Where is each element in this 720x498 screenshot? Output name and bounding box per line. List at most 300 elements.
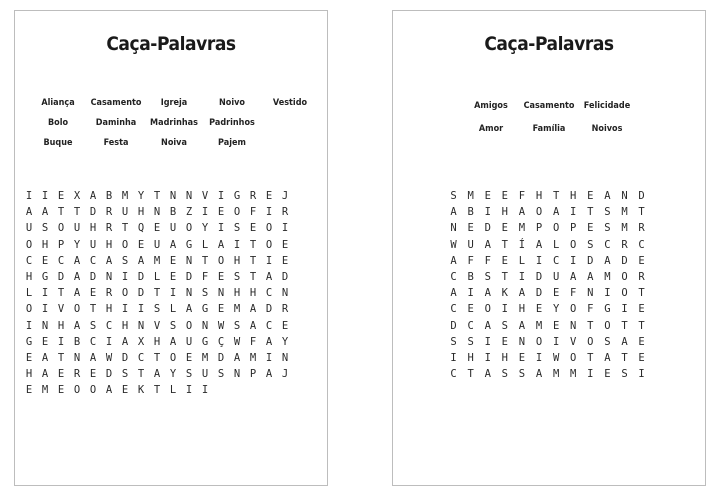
grid-letter: M bbox=[41, 384, 49, 397]
grid-letter: E bbox=[25, 351, 33, 364]
grid-letter: T bbox=[137, 368, 145, 381]
grid-letter: C bbox=[57, 254, 65, 267]
grid-letter: I bbox=[587, 368, 594, 381]
grid-letter: U bbox=[121, 206, 129, 219]
grid-letter: A bbox=[137, 254, 145, 267]
grid-letter: A bbox=[249, 319, 257, 332]
grid-letter: C bbox=[25, 254, 33, 267]
grid-letter: S bbox=[604, 222, 611, 235]
grid-letter: M bbox=[621, 206, 628, 219]
grid-letter: A bbox=[450, 287, 457, 300]
grid-letter: C bbox=[450, 368, 457, 381]
grid-letter: A bbox=[185, 303, 193, 316]
grid-letter: S bbox=[587, 238, 594, 251]
grid-letter: A bbox=[621, 335, 628, 348]
grid-letter: T bbox=[73, 206, 81, 219]
grid-letter: W bbox=[217, 319, 225, 332]
grid-letter: U bbox=[73, 222, 81, 235]
grid-letter: A bbox=[73, 287, 81, 300]
grid-letter: I bbox=[25, 190, 33, 202]
grid-letter: O bbox=[121, 238, 129, 251]
grid-letter: T bbox=[153, 190, 161, 202]
grid-letter: E bbox=[281, 254, 289, 267]
grid-letter: W bbox=[450, 238, 457, 251]
grid-letter: E bbox=[217, 303, 225, 316]
grid-letter: B bbox=[467, 206, 474, 219]
grid-letter: T bbox=[501, 270, 508, 283]
grid-letter: R bbox=[73, 368, 81, 381]
grid-letter: O bbox=[604, 319, 611, 332]
grid-letter: C bbox=[638, 238, 645, 251]
grid-letter: E bbox=[25, 384, 33, 397]
grid-letter: M bbox=[604, 270, 611, 283]
grid-letter: U bbox=[89, 238, 97, 251]
grid-letter: W bbox=[552, 351, 560, 364]
grid-letter: M bbox=[233, 303, 241, 316]
grid-letter: H bbox=[25, 368, 33, 381]
grid-letter: T bbox=[621, 319, 628, 332]
grid-letter: V bbox=[57, 303, 65, 316]
grid-letter: F bbox=[249, 206, 257, 219]
grid-letter: C bbox=[105, 319, 113, 332]
grid-letter: A bbox=[604, 351, 611, 364]
word-list-item: Padrinhos bbox=[209, 118, 255, 128]
grid-letter: E bbox=[281, 319, 289, 332]
grid-letter: I bbox=[105, 335, 113, 348]
word-list-item: Buque bbox=[43, 138, 73, 148]
grid-letter: O bbox=[535, 335, 543, 348]
grid-letter: T bbox=[587, 319, 594, 332]
grid-letter: E bbox=[501, 335, 508, 348]
grid-letter: C bbox=[265, 319, 273, 332]
grid-letter: F bbox=[518, 190, 526, 202]
word-list-item: Madrinhas bbox=[150, 118, 198, 128]
grid-letter: I bbox=[265, 351, 273, 364]
grid-letter: E bbox=[638, 254, 645, 267]
word-search-sheet-2 bbox=[392, 10, 706, 486]
grid-letter: A bbox=[105, 384, 113, 397]
grid-letter: A bbox=[153, 368, 161, 381]
grid-letter: O bbox=[621, 270, 628, 283]
grid-letter: S bbox=[121, 368, 129, 381]
grid-letter: Y bbox=[73, 238, 81, 251]
word-list-item: Daminha bbox=[95, 118, 137, 128]
grid-letter: D bbox=[137, 270, 145, 283]
grid-letter: U bbox=[153, 238, 161, 251]
grid-letter: L bbox=[518, 254, 526, 267]
grid-letter: O bbox=[25, 303, 33, 316]
grid-letter: M bbox=[201, 351, 209, 364]
grid-letter: N bbox=[201, 319, 209, 332]
grid-letter: E bbox=[185, 351, 193, 364]
grid-letter: N bbox=[450, 222, 457, 235]
grid-letter: S bbox=[217, 368, 225, 381]
grid-letter: D bbox=[137, 287, 145, 300]
grid-letter: I bbox=[604, 287, 611, 300]
grid-letter: O bbox=[265, 238, 273, 251]
grid-letter: D bbox=[265, 303, 273, 316]
grid-letter: T bbox=[89, 303, 97, 316]
grid-letter: T bbox=[587, 206, 594, 219]
grid-letter: A bbox=[450, 206, 457, 219]
grid-letter: J bbox=[281, 368, 289, 381]
grid-letter: T bbox=[621, 351, 628, 364]
grid-letter: O bbox=[570, 351, 577, 364]
grid-letter: N bbox=[73, 351, 81, 364]
word-list-item: Família bbox=[532, 124, 566, 134]
grid-letter: I bbox=[121, 270, 129, 283]
grid-letter: A bbox=[450, 254, 457, 267]
grid-letter: I bbox=[570, 254, 577, 267]
grid-letter: I bbox=[621, 303, 628, 316]
grid-letter: H bbox=[249, 287, 257, 300]
grid-letter: O bbox=[25, 238, 33, 251]
grid-letter: Ç bbox=[217, 335, 225, 348]
grid-letter: M bbox=[552, 368, 560, 381]
grid-letter: H bbox=[41, 238, 49, 251]
grid-letter: W bbox=[233, 335, 241, 348]
word-list-item bbox=[264, 137, 316, 157]
grid-letter: M bbox=[535, 319, 543, 332]
grid-letter: A bbox=[89, 351, 97, 364]
grid-letter: H bbox=[89, 222, 97, 235]
grid-letter: T bbox=[638, 287, 645, 300]
grid-letter: T bbox=[467, 368, 474, 381]
grid-letter: I bbox=[552, 335, 560, 348]
grid-letter: E bbox=[587, 222, 594, 235]
grid-letter: O bbox=[587, 335, 594, 348]
grid-letter: E bbox=[249, 222, 257, 235]
grid-letter: K bbox=[501, 287, 508, 300]
grid-letter: H bbox=[121, 319, 129, 332]
grid-letter: C bbox=[89, 335, 97, 348]
grid-letter: E bbox=[484, 190, 491, 202]
grid-letter: I bbox=[233, 238, 241, 251]
grid-letter: A bbox=[73, 319, 81, 332]
grid-letter: A bbox=[25, 206, 33, 219]
grid-letter: A bbox=[41, 368, 49, 381]
grid-letter: C bbox=[604, 238, 611, 251]
grid-letter: N bbox=[153, 206, 161, 219]
grid-letter: I bbox=[570, 206, 577, 219]
grid-letter: L bbox=[153, 270, 161, 283]
grid-letter: U bbox=[201, 368, 209, 381]
grid-letter: T bbox=[153, 384, 161, 397]
grid-letter: E bbox=[217, 206, 225, 219]
grid-letter: R bbox=[281, 303, 289, 316]
word-list-item: Aliança bbox=[41, 98, 75, 108]
grid-letter: I bbox=[169, 287, 177, 300]
grid-letter: N bbox=[105, 270, 113, 283]
grid-letter: P bbox=[535, 222, 543, 235]
grid-letter: A bbox=[73, 254, 81, 267]
grid-letter: D bbox=[450, 319, 457, 332]
grid-letter: O bbox=[185, 222, 193, 235]
grid-letter: J bbox=[281, 190, 289, 202]
grid-letter: E bbox=[518, 351, 526, 364]
grid-letter: C bbox=[552, 254, 560, 267]
grid-letter: E bbox=[467, 222, 474, 235]
word-list-item: Noivo bbox=[219, 98, 245, 108]
grid-letter: I bbox=[484, 351, 491, 364]
word-list-item: Igreja bbox=[160, 98, 188, 108]
grid-letter: E bbox=[121, 384, 129, 397]
grid-letter: A bbox=[604, 254, 611, 267]
grid-letter: A bbox=[484, 319, 491, 332]
grid-letter: O bbox=[621, 287, 628, 300]
grid-letter: M bbox=[249, 351, 257, 364]
grid-letter: M bbox=[153, 254, 161, 267]
grid-letter: T bbox=[501, 238, 508, 251]
grid-letter: H bbox=[233, 254, 241, 267]
grid-letter: T bbox=[638, 319, 645, 332]
grid-letter: I bbox=[265, 206, 273, 219]
word-list-item: Amor bbox=[478, 124, 504, 134]
grid-letter: Z bbox=[185, 206, 193, 219]
grid-letter: B bbox=[169, 206, 177, 219]
grid-letter: S bbox=[604, 335, 611, 348]
grid-letter: A bbox=[484, 238, 491, 251]
word-list-item: Bolo bbox=[47, 118, 69, 128]
grid-letter: D bbox=[89, 206, 97, 219]
grid-letter: S bbox=[185, 368, 193, 381]
grid-letter: I bbox=[484, 206, 491, 219]
word-list bbox=[462, 100, 636, 146]
grid-letter: S bbox=[501, 368, 508, 381]
grid-letter: E bbox=[501, 222, 508, 235]
word-list-item: Festa bbox=[103, 138, 129, 148]
grid-letter: E bbox=[57, 384, 65, 397]
grid-letter: B bbox=[105, 190, 113, 202]
grid-letter: H bbox=[137, 206, 145, 219]
word-list-item: Amigos bbox=[474, 101, 508, 111]
grid-letter: A bbox=[265, 368, 273, 381]
grid-letter: D bbox=[57, 270, 65, 283]
grid-letter: S bbox=[518, 368, 526, 381]
grid-letter: I bbox=[535, 351, 543, 364]
grid-letter: N bbox=[41, 319, 49, 332]
grid-letter: L bbox=[169, 384, 177, 397]
grid-letter: H bbox=[535, 190, 543, 202]
grid-letter: M bbox=[518, 222, 526, 235]
grid-letter: T bbox=[153, 287, 161, 300]
grid-letter: R bbox=[638, 222, 645, 235]
grid-letter: O bbox=[73, 303, 81, 316]
grid-letter: A bbox=[518, 287, 526, 300]
grid-letter: E bbox=[169, 254, 177, 267]
grid-letter: O bbox=[265, 222, 273, 235]
grid-letter: M bbox=[570, 368, 577, 381]
grid-letter: I bbox=[450, 351, 457, 364]
grid-letter: E bbox=[281, 238, 289, 251]
grid-letter: H bbox=[25, 270, 33, 283]
grid-letter: I bbox=[501, 303, 508, 316]
grid-letter: D bbox=[638, 190, 645, 202]
letter-grid bbox=[21, 188, 293, 398]
grid-letter: S bbox=[41, 222, 49, 235]
grid-letter: H bbox=[501, 206, 508, 219]
grid-letter: A bbox=[233, 351, 241, 364]
grid-letter: V bbox=[153, 319, 161, 332]
grid-letter: Y bbox=[169, 368, 177, 381]
grid-letter: O bbox=[169, 351, 177, 364]
grid-letter: T bbox=[638, 206, 645, 219]
grid-letter: I bbox=[41, 287, 49, 300]
grid-letter: O bbox=[73, 384, 81, 397]
grid-letter: A bbox=[570, 270, 577, 283]
grid-letter: H bbox=[233, 287, 241, 300]
grid-letter: A bbox=[121, 335, 129, 348]
grid-letter: U bbox=[467, 238, 474, 251]
grid-letter: T bbox=[153, 351, 161, 364]
grid-letter: E bbox=[137, 238, 145, 251]
grid-letter: A bbox=[518, 206, 526, 219]
grid-letter: O bbox=[121, 287, 129, 300]
grid-letter: F bbox=[249, 335, 257, 348]
grid-letter: I bbox=[201, 206, 209, 219]
grid-letter: O bbox=[570, 238, 577, 251]
grid-letter: E bbox=[638, 351, 645, 364]
grid-letter: L bbox=[552, 238, 560, 251]
grid-letter: A bbox=[484, 287, 491, 300]
grid-letter: F bbox=[570, 287, 577, 300]
word-list-item: Casamento bbox=[523, 101, 575, 111]
grid-letter: E bbox=[501, 190, 508, 202]
grid-letter: I bbox=[185, 384, 193, 397]
grid-letter: N bbox=[570, 319, 577, 332]
grid-letter: E bbox=[41, 335, 49, 348]
grid-letter: R bbox=[638, 270, 645, 283]
grid-letter: H bbox=[105, 303, 113, 316]
grid-letter: S bbox=[201, 287, 209, 300]
grid-letter: A bbox=[41, 351, 49, 364]
grid-letter: U bbox=[185, 335, 193, 348]
grid-letter: A bbox=[265, 270, 273, 283]
grid-letter: E bbox=[57, 368, 65, 381]
grid-letter: E bbox=[535, 303, 543, 316]
grid-letter: E bbox=[552, 287, 560, 300]
sheet-title: Caça-Palavras bbox=[484, 33, 614, 55]
grid-letter: A bbox=[265, 335, 273, 348]
grid-letter: L bbox=[25, 287, 33, 300]
grid-letter: B bbox=[467, 270, 474, 283]
grid-letter: D bbox=[621, 254, 628, 267]
word-list bbox=[29, 97, 319, 157]
grid-letter: R bbox=[621, 238, 628, 251]
grid-letter: I bbox=[201, 384, 209, 397]
word-list-item: Vestido bbox=[272, 98, 308, 108]
grid-letter: E bbox=[41, 254, 49, 267]
grid-letter: A bbox=[169, 335, 177, 348]
grid-letter: A bbox=[89, 190, 97, 202]
grid-letter: S bbox=[450, 335, 457, 348]
grid-letter: U bbox=[169, 222, 177, 235]
grid-letter: A bbox=[41, 206, 49, 219]
grid-letter: T bbox=[57, 351, 65, 364]
grid-letter: N bbox=[137, 319, 145, 332]
grid-letter: U bbox=[25, 222, 33, 235]
grid-letter: Q bbox=[137, 222, 145, 235]
grid-letter: A bbox=[73, 270, 81, 283]
grid-letter: A bbox=[587, 270, 594, 283]
grid-letter: I bbox=[25, 319, 33, 332]
grid-letter: T bbox=[121, 222, 129, 235]
grid-letter: N bbox=[587, 287, 594, 300]
grid-letter: C bbox=[450, 270, 457, 283]
grid-letter: N bbox=[281, 351, 289, 364]
grid-letter: N bbox=[518, 335, 526, 348]
grid-letter: O bbox=[552, 222, 560, 235]
grid-letter: E bbox=[89, 287, 97, 300]
grid-letter: D bbox=[587, 254, 594, 267]
grid-letter: R bbox=[249, 190, 257, 202]
grid-letter: X bbox=[137, 335, 145, 348]
grid-letter: S bbox=[153, 303, 161, 316]
grid-letter: E bbox=[501, 254, 508, 267]
grid-letter: D bbox=[217, 351, 225, 364]
grid-letter: N bbox=[185, 287, 193, 300]
grid-letter: A bbox=[249, 303, 257, 316]
grid-letter: E bbox=[169, 270, 177, 283]
grid-letter: A bbox=[518, 319, 526, 332]
grid-letter: Y bbox=[281, 335, 289, 348]
grid-letter: D bbox=[185, 270, 193, 283]
grid-letter: G bbox=[41, 270, 49, 283]
grid-letter: R bbox=[105, 222, 113, 235]
grid-letter: U bbox=[552, 270, 560, 283]
grid-letter: E bbox=[638, 303, 645, 316]
grid-letter: T bbox=[587, 351, 594, 364]
grid-letter: E bbox=[604, 368, 611, 381]
grid-letter: S bbox=[621, 368, 628, 381]
grid-letter: E bbox=[217, 270, 225, 283]
grid-letter: A bbox=[105, 254, 113, 267]
grid-letter: H bbox=[467, 351, 474, 364]
grid-letter: G bbox=[185, 238, 193, 251]
grid-letter: S bbox=[89, 319, 97, 332]
grid-letter: D bbox=[105, 368, 113, 381]
grid-letter: T bbox=[57, 287, 65, 300]
grid-letter: S bbox=[484, 270, 491, 283]
grid-letter: I bbox=[217, 222, 225, 235]
grid-letter: I bbox=[518, 270, 526, 283]
grid-letter: A bbox=[535, 238, 543, 251]
grid-letter: N bbox=[217, 287, 225, 300]
grid-letter: A bbox=[484, 368, 491, 381]
grid-letter: O bbox=[535, 206, 543, 219]
grid-letter: Y bbox=[201, 222, 209, 235]
grid-letter: I bbox=[121, 303, 129, 316]
grid-letter: D bbox=[121, 351, 129, 364]
word-search-sheet-1 bbox=[14, 10, 328, 486]
grid-letter: E bbox=[89, 368, 97, 381]
grid-letter: L bbox=[169, 303, 177, 316]
grid-letter: X bbox=[73, 190, 81, 202]
grid-letter: O bbox=[217, 254, 225, 267]
grid-letter: E bbox=[153, 222, 161, 235]
grid-letter: N bbox=[233, 368, 241, 381]
grid-letter: A bbox=[535, 368, 543, 381]
grid-letter: S bbox=[233, 270, 241, 283]
grid-letter: R bbox=[105, 287, 113, 300]
grid-letter: O bbox=[185, 319, 193, 332]
grid-letter: P bbox=[57, 238, 65, 251]
grid-letter: I bbox=[265, 254, 273, 267]
grid-letter: I bbox=[57, 335, 65, 348]
grid-letter: T bbox=[201, 254, 209, 267]
grid-letter: A bbox=[217, 238, 225, 251]
grid-letter: I bbox=[281, 222, 289, 235]
